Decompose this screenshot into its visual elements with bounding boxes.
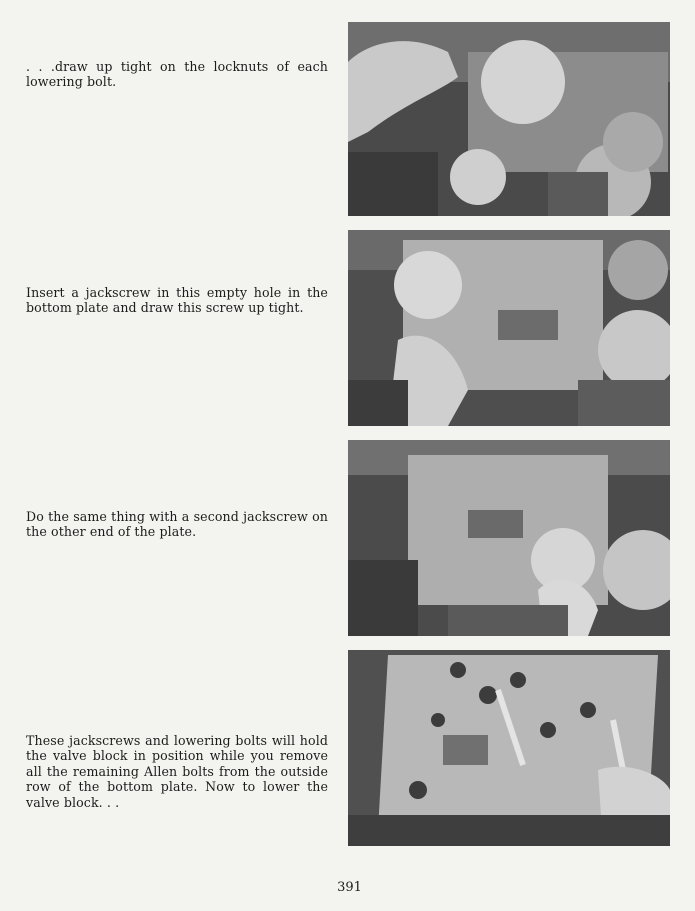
step-4-photo <box>348 650 670 846</box>
step-1-caption: . . .draw up tight on the locknuts of each lowering bolt. <box>26 58 328 90</box>
step-3-caption: Do the same thing with a second jackscrew on the other end of the plate. <box>26 508 328 540</box>
step-2-photo <box>348 230 670 426</box>
step-3-photo <box>348 440 670 636</box>
page-number: 391 <box>337 880 362 895</box>
step-4-caption: These jackscrews and lowering bolts will hold the valve block in position while you remove all the remaining Allen bolts from the outside row of the bottom plate. Now to lower the valve block. . . <box>26 732 328 810</box>
step-2-caption: Insert a jackscrew in this empty hole in the bottom plate and draw this screw up tight. <box>26 284 328 316</box>
step-1-photo <box>348 22 670 216</box>
